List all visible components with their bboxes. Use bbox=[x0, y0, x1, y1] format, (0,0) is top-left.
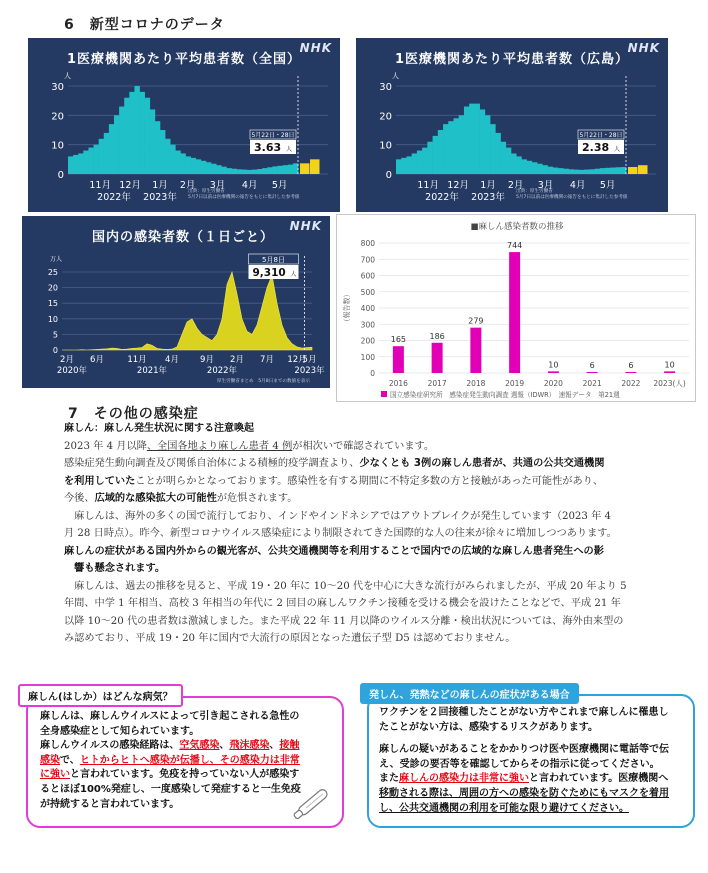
year-label: 2023年 bbox=[471, 192, 505, 203]
year-label: 2023年 bbox=[143, 192, 177, 203]
bar bbox=[180, 153, 185, 174]
y-tick-label: 30 bbox=[379, 82, 392, 93]
y-tick-label: 0 bbox=[52, 346, 58, 355]
bar bbox=[501, 142, 507, 174]
bar bbox=[114, 115, 119, 174]
symptoms-advice-tag: 発しん、発熱などの麻しんの症状がある場合 bbox=[360, 683, 579, 704]
y-tick-label: 30 bbox=[51, 82, 64, 93]
bar bbox=[558, 168, 564, 174]
box-line: 麻しんは、麻しんウイルスによって引き起こされる急性の bbox=[40, 711, 300, 722]
bar bbox=[532, 162, 538, 174]
y-tick-label: 5 bbox=[52, 330, 58, 340]
callout-period: 5月22日・28日 bbox=[251, 132, 295, 139]
bar bbox=[119, 107, 124, 174]
bar bbox=[548, 167, 554, 174]
article-line-6: 月 28 日時点）。昨今、新型コロナウイルス感染症により制限されてきた国際的な人の往来が徐々に増加しつつあります。 bbox=[64, 528, 617, 539]
article-line-10: 年間、中学 1 年相当、高校 3 年相当の年代に 2 回目の麻しんワクチン接種を受ける機会を設けたことなどで、平成 21 年 bbox=[64, 598, 621, 609]
text-span-red: 感染 bbox=[40, 754, 60, 766]
bar bbox=[454, 118, 460, 174]
bar bbox=[516, 156, 522, 174]
text-span: が相次いで確認されています。 bbox=[292, 440, 435, 452]
callout-unit: 人 bbox=[286, 146, 293, 153]
bar-highlight bbox=[628, 167, 638, 174]
legend-label: 国立感染症研究所 感染症発生動向調査 週報（IDWR） 速報データ 第21週 bbox=[390, 391, 620, 399]
year-label: 2022年 bbox=[97, 192, 131, 203]
article-line-11: 以降 10～20 代の患者数は激減しました。また平成 22 年 11 月以降のウイルス分離・検出状況については、海外由来型の bbox=[64, 615, 624, 627]
bar bbox=[464, 107, 470, 174]
data-label: 6 bbox=[589, 361, 595, 371]
bar bbox=[252, 170, 257, 174]
x-tick-label: 4月 bbox=[569, 180, 586, 191]
bar bbox=[145, 98, 150, 174]
x-tick-label: 5月 bbox=[599, 180, 616, 191]
symptoms-advice-box bbox=[367, 694, 695, 828]
source-note: 5月7日以前は医療機関の報告をもとに集計した参考値 bbox=[516, 195, 628, 200]
article-line-9: 麻しんは、過去の推移を見ると、平成 19・20 年に 10～20 代を中心に大きな流行がみられましたが、平成 20 年より 5 bbox=[64, 580, 627, 592]
bar bbox=[206, 162, 211, 174]
y-tick-label: 10 bbox=[51, 140, 64, 152]
text-span-bold: 広域的な感染拡大の可能性 bbox=[94, 493, 217, 504]
bar bbox=[438, 130, 444, 174]
x-tick-label: 12月 bbox=[447, 180, 469, 191]
y-tick-label: 10 bbox=[379, 140, 392, 152]
y-tick-label: 600 bbox=[360, 271, 375, 281]
box-line: 移動される際は、周囲の方への感染を防ぐためにもマスクを着用 bbox=[379, 787, 669, 799]
bar bbox=[616, 167, 622, 174]
bar bbox=[267, 167, 272, 174]
nhk-logo: NHK bbox=[299, 41, 332, 55]
section-7-title: 7 その他の感染症 bbox=[68, 406, 199, 422]
text-span-red: 空気感染 bbox=[179, 740, 220, 752]
year-label: 2020年 bbox=[56, 366, 88, 376]
text-span: 麻しんウイルスの感染経路は、 bbox=[40, 740, 180, 752]
text-span: と言われています。免疫を持っていない人が感染す bbox=[70, 769, 300, 781]
bar bbox=[417, 151, 423, 174]
bar bbox=[165, 139, 170, 174]
box-line bbox=[40, 739, 340, 754]
x-tick-label: 2月 bbox=[507, 180, 524, 191]
y-tick-label: 0 bbox=[57, 170, 64, 181]
x-tick-label: 2016 bbox=[388, 379, 408, 388]
bar bbox=[625, 372, 636, 373]
bar bbox=[469, 104, 475, 174]
bar-highlight bbox=[300, 163, 310, 174]
callout-unit: 人 bbox=[290, 271, 297, 278]
bar bbox=[432, 343, 443, 373]
box-line: たことがない方は、感染するリスクがあります。 bbox=[379, 721, 598, 733]
text-span-red: 麻しんの感染力は非常に強い bbox=[399, 773, 529, 785]
bar bbox=[548, 371, 559, 373]
text-span-red: 接触 bbox=[279, 740, 300, 752]
text-span: が危惧されます。 bbox=[216, 493, 298, 504]
x-tick-label: 11月 bbox=[417, 180, 439, 191]
y-tick-label: 20 bbox=[51, 111, 64, 123]
source-note: 出典：厚生労働省 bbox=[188, 189, 225, 194]
box-line bbox=[40, 754, 340, 769]
callout-period: 5月22日・28日 bbox=[579, 132, 623, 139]
y-tick-label: 25 bbox=[47, 268, 58, 277]
measles-article bbox=[64, 420, 694, 648]
x-tick-label: 1月 bbox=[480, 180, 496, 191]
article-line-12: み認めており、平成 19・20 年に国内で大流行の原因となった遺伝子型 D5 は認めておりません。 bbox=[64, 633, 516, 644]
legend-swatch bbox=[381, 391, 387, 397]
text-span: 感染症発生動向調査及び関係自治体による積極的疫学調査より、 bbox=[64, 458, 360, 469]
bar bbox=[610, 168, 616, 174]
bar bbox=[134, 86, 139, 174]
box-line: が持続すると言われています。 bbox=[40, 798, 180, 810]
bar bbox=[521, 159, 527, 174]
text-span: 、 bbox=[219, 740, 230, 752]
text-span: ことが明らかとなっております。感染性を有する期間に不特定多数の方と接触があった可能性があり、 bbox=[135, 475, 604, 487]
bar bbox=[109, 124, 114, 174]
bar bbox=[443, 124, 449, 174]
x-tick-label: 11月 bbox=[127, 355, 147, 365]
bar-chart-measles bbox=[337, 215, 697, 403]
callout-unit: 人 bbox=[614, 146, 621, 153]
y-tick-label: 400 bbox=[360, 304, 375, 313]
bar bbox=[459, 115, 465, 174]
bar bbox=[175, 151, 180, 174]
nhk-logo: NHK bbox=[627, 41, 660, 55]
bar bbox=[422, 148, 428, 174]
box-line: ワクチンを２回接種したことがない方やこれまで麻しんに罹患し bbox=[379, 707, 669, 718]
bar bbox=[150, 109, 155, 174]
bar bbox=[170, 145, 175, 174]
bar bbox=[191, 158, 196, 174]
callout-value: 2.38 bbox=[582, 141, 610, 154]
y-tick-label: 200 bbox=[360, 336, 375, 346]
article-line-5: 麻しんは、海外の多くの国で流行しており、インドやインドネシアではアウトブレイクが発生しています（2023 年 4 bbox=[64, 510, 612, 522]
data-label: 279 bbox=[468, 316, 484, 326]
x-tick-label: 2018 bbox=[466, 379, 486, 388]
bar bbox=[579, 170, 585, 174]
bar bbox=[99, 139, 104, 174]
bar bbox=[495, 133, 501, 174]
y-tick-label: 20 bbox=[47, 283, 58, 293]
bar bbox=[474, 104, 480, 174]
article-line-7: 麻しんの症状がある国内外からの観光客が、公共交通機関等を利用することで国内での広域的な麻しん患者発生への影 bbox=[64, 545, 604, 557]
bar bbox=[160, 130, 165, 174]
article-line-1 bbox=[64, 438, 694, 456]
bar bbox=[124, 98, 129, 174]
x-tick-label: 2020 bbox=[543, 379, 563, 388]
text-span: 、 bbox=[269, 740, 280, 752]
article-line-4 bbox=[64, 490, 694, 508]
article-line-8: 響も懸念されます。 bbox=[64, 563, 166, 574]
x-tick-label: 1月 bbox=[152, 180, 168, 191]
callout-value: 9,310 bbox=[252, 267, 286, 279]
text-span: 2023 年 4 月以降 bbox=[64, 440, 147, 452]
box-line: るとほぼ100%発症し、一度感染して発症すると一生免疫 bbox=[40, 783, 301, 795]
bar bbox=[247, 170, 252, 174]
bar bbox=[412, 153, 418, 174]
bar bbox=[490, 124, 496, 174]
year-label: 2023年 bbox=[294, 366, 325, 376]
x-tick-label: 7月 bbox=[260, 355, 274, 365]
x-tick-label: 2月 bbox=[179, 180, 196, 191]
bar bbox=[485, 115, 491, 174]
text-span-bold: 少なくとも 3例の麻しん患者が、共通の公共交通機関 bbox=[359, 458, 605, 469]
x-tick-label: 6月 bbox=[90, 355, 104, 365]
data-label: 6 bbox=[628, 361, 634, 371]
y-tick-label: 20 bbox=[379, 111, 392, 123]
y-tick-label: 15 bbox=[47, 299, 58, 309]
measles-info-tag: 麻しん(はしか）はどんな病気？ bbox=[18, 684, 183, 707]
chart-daily-infections bbox=[22, 216, 330, 388]
bar bbox=[293, 163, 298, 174]
x-tick-label: 4月 bbox=[241, 180, 258, 191]
bar bbox=[83, 151, 88, 174]
bar bbox=[94, 145, 99, 174]
bar bbox=[511, 153, 517, 174]
bar bbox=[78, 153, 83, 174]
bar bbox=[237, 169, 242, 174]
bar bbox=[396, 159, 402, 174]
y-tick-label: 500 bbox=[360, 287, 375, 297]
callout-value: 3.63 bbox=[254, 141, 282, 154]
y-tick-label: 300 bbox=[360, 320, 375, 330]
bar bbox=[595, 169, 601, 174]
text-span-red: ヒトからヒトへ感染が伝播し、その感染力は非常 bbox=[79, 754, 300, 766]
chart-national-patients bbox=[28, 38, 340, 212]
bar bbox=[433, 136, 439, 174]
text-span-red: に強い bbox=[40, 769, 70, 781]
bar bbox=[129, 92, 134, 174]
y-unit-label: 人 bbox=[392, 72, 399, 80]
bar bbox=[393, 346, 404, 373]
x-tick-label: 2022 bbox=[621, 379, 641, 388]
x-tick-label: 11月 bbox=[89, 180, 111, 191]
article-subtitle: 麻しん：麻しん発生状況に関する注意喚起 bbox=[64, 423, 254, 434]
bar bbox=[537, 164, 543, 174]
y-tick-label: 100 bbox=[360, 352, 375, 362]
x-tick-label: 2019 bbox=[505, 379, 525, 388]
y-tick-label: 800 bbox=[360, 239, 375, 248]
bar bbox=[140, 92, 145, 174]
bar bbox=[401, 158, 407, 174]
bar bbox=[509, 252, 520, 373]
text-span-red: 飛沫感染 bbox=[229, 740, 270, 752]
bar bbox=[664, 371, 675, 373]
bar bbox=[621, 167, 627, 174]
y-unit-label: 人 bbox=[64, 72, 71, 80]
chart-title: 国内の感染者数（１日ごと） bbox=[92, 230, 275, 245]
section-6-title: 6 新型コロナのデータ bbox=[64, 17, 225, 33]
bar bbox=[155, 121, 160, 174]
y-tick-label: 0 bbox=[385, 170, 392, 181]
area-series bbox=[62, 272, 312, 350]
y-axis-label: （報告数） bbox=[343, 290, 351, 326]
bar bbox=[186, 156, 191, 174]
year-label: 2022年 bbox=[206, 366, 238, 376]
source-note: 厚生労働省まとめ 5月8日までの数値を表示 bbox=[216, 379, 310, 384]
bar bbox=[553, 168, 559, 174]
chart-hiroshima-patients bbox=[356, 38, 668, 212]
bar bbox=[216, 165, 221, 174]
area-chart-daily bbox=[22, 216, 330, 388]
x-tick-label: 9月 bbox=[200, 355, 214, 365]
bar-highlight bbox=[638, 165, 648, 174]
box-line bbox=[379, 772, 691, 787]
bar bbox=[211, 164, 216, 174]
box-line: え、受診の要否等を確認してからその指示に従ってください。 bbox=[379, 758, 660, 770]
bar bbox=[221, 167, 226, 174]
nhk-logo: NHK bbox=[289, 219, 322, 233]
thermometer-icon bbox=[286, 780, 342, 824]
year-label: 2022年 bbox=[425, 192, 459, 203]
box-line: 全身感染症として知られています。 bbox=[40, 725, 200, 737]
y-tick-label: 0 bbox=[370, 369, 375, 378]
text-span: で、 bbox=[60, 754, 80, 766]
bar-chart-national bbox=[28, 38, 340, 212]
symptoms-advice-text bbox=[379, 706, 691, 816]
x-tick-label: 2023(人) bbox=[653, 379, 686, 388]
box-line: し、公共交通機関の利用を可能な限り避けてください。 bbox=[379, 802, 629, 814]
bar bbox=[542, 165, 548, 174]
bar bbox=[226, 168, 231, 174]
bar bbox=[288, 165, 293, 174]
bar bbox=[480, 109, 486, 174]
article-line-2 bbox=[64, 455, 694, 473]
year-label: 2021年 bbox=[136, 366, 168, 376]
bar bbox=[589, 169, 595, 174]
bar bbox=[605, 168, 611, 174]
box-line: 麻しんの疑いがあることをかかりつけ医や医療機関に電話等で伝 bbox=[379, 744, 669, 756]
x-tick-label: 12月 bbox=[119, 180, 141, 191]
text-span-bold: を利用していた bbox=[64, 475, 136, 487]
bar bbox=[506, 148, 512, 174]
text-span: と言われています。医療機関へ bbox=[529, 773, 669, 785]
x-tick-label: 2月 bbox=[230, 355, 244, 365]
data-label: 186 bbox=[429, 331, 445, 341]
article-line-3 bbox=[64, 473, 694, 491]
chart-title: ■麻しん感染者数の推移 bbox=[470, 222, 564, 232]
bar bbox=[574, 170, 580, 174]
x-tick-label: 5月 bbox=[302, 355, 317, 365]
x-tick-label: 3月 bbox=[537, 180, 554, 191]
bar bbox=[448, 121, 454, 174]
bar bbox=[68, 156, 73, 174]
bar bbox=[427, 142, 433, 174]
text-span-underlined: 、全国各地より麻しん患者 4 例 bbox=[146, 440, 293, 452]
bar bbox=[242, 170, 247, 174]
y-tick-label: 700 bbox=[360, 255, 375, 265]
data-label: 10 bbox=[548, 360, 559, 370]
bar bbox=[272, 166, 277, 174]
bar bbox=[406, 156, 412, 174]
measles-info-box bbox=[26, 696, 344, 828]
bar bbox=[527, 161, 533, 174]
chart-title: 1医療機関あたり平均患者数（広島） bbox=[394, 52, 630, 67]
x-tick-label: 5月 bbox=[271, 180, 288, 191]
bar bbox=[600, 168, 606, 174]
bar bbox=[104, 133, 109, 174]
y-tick-label: 10 bbox=[47, 314, 58, 324]
bar-highlight bbox=[310, 159, 320, 174]
bar bbox=[470, 328, 481, 373]
chart-title: 1医療機関あたり平均患者数（全国） bbox=[66, 52, 302, 67]
bar bbox=[569, 169, 575, 174]
source-note: 出典：厚生労働省 bbox=[516, 189, 553, 194]
bar bbox=[278, 166, 283, 174]
x-tick-label: 12月 bbox=[287, 355, 307, 365]
x-tick-label: 4月 bbox=[165, 355, 179, 365]
x-tick-label: 2月 bbox=[60, 355, 74, 365]
bar bbox=[88, 148, 93, 174]
chart-measles-cases bbox=[336, 214, 696, 402]
bar bbox=[201, 161, 206, 174]
source-note: 5月7日以前は医療機関の報告をもとに集計した参考値 bbox=[188, 195, 300, 200]
bar bbox=[257, 169, 262, 174]
bar bbox=[73, 155, 78, 174]
data-label: 165 bbox=[390, 335, 407, 345]
text-span: 今後、 bbox=[64, 493, 95, 504]
bar bbox=[262, 168, 267, 174]
bar bbox=[196, 159, 201, 174]
bar bbox=[232, 169, 237, 174]
data-label: 744 bbox=[506, 241, 523, 251]
data-label: 10 bbox=[664, 360, 675, 370]
bar bbox=[283, 165, 288, 174]
x-tick-label: 2021 bbox=[582, 379, 602, 388]
callout-period: 5月8日 bbox=[262, 256, 285, 264]
x-tick-label: 2017 bbox=[427, 379, 447, 388]
bar bbox=[587, 372, 598, 373]
bar bbox=[584, 170, 590, 174]
y-unit-label: 万人 bbox=[50, 256, 63, 263]
bar bbox=[563, 169, 569, 174]
x-tick-label: 3月 bbox=[209, 180, 226, 191]
text-span: また bbox=[379, 773, 399, 785]
bar-chart-hiroshima bbox=[356, 38, 668, 212]
